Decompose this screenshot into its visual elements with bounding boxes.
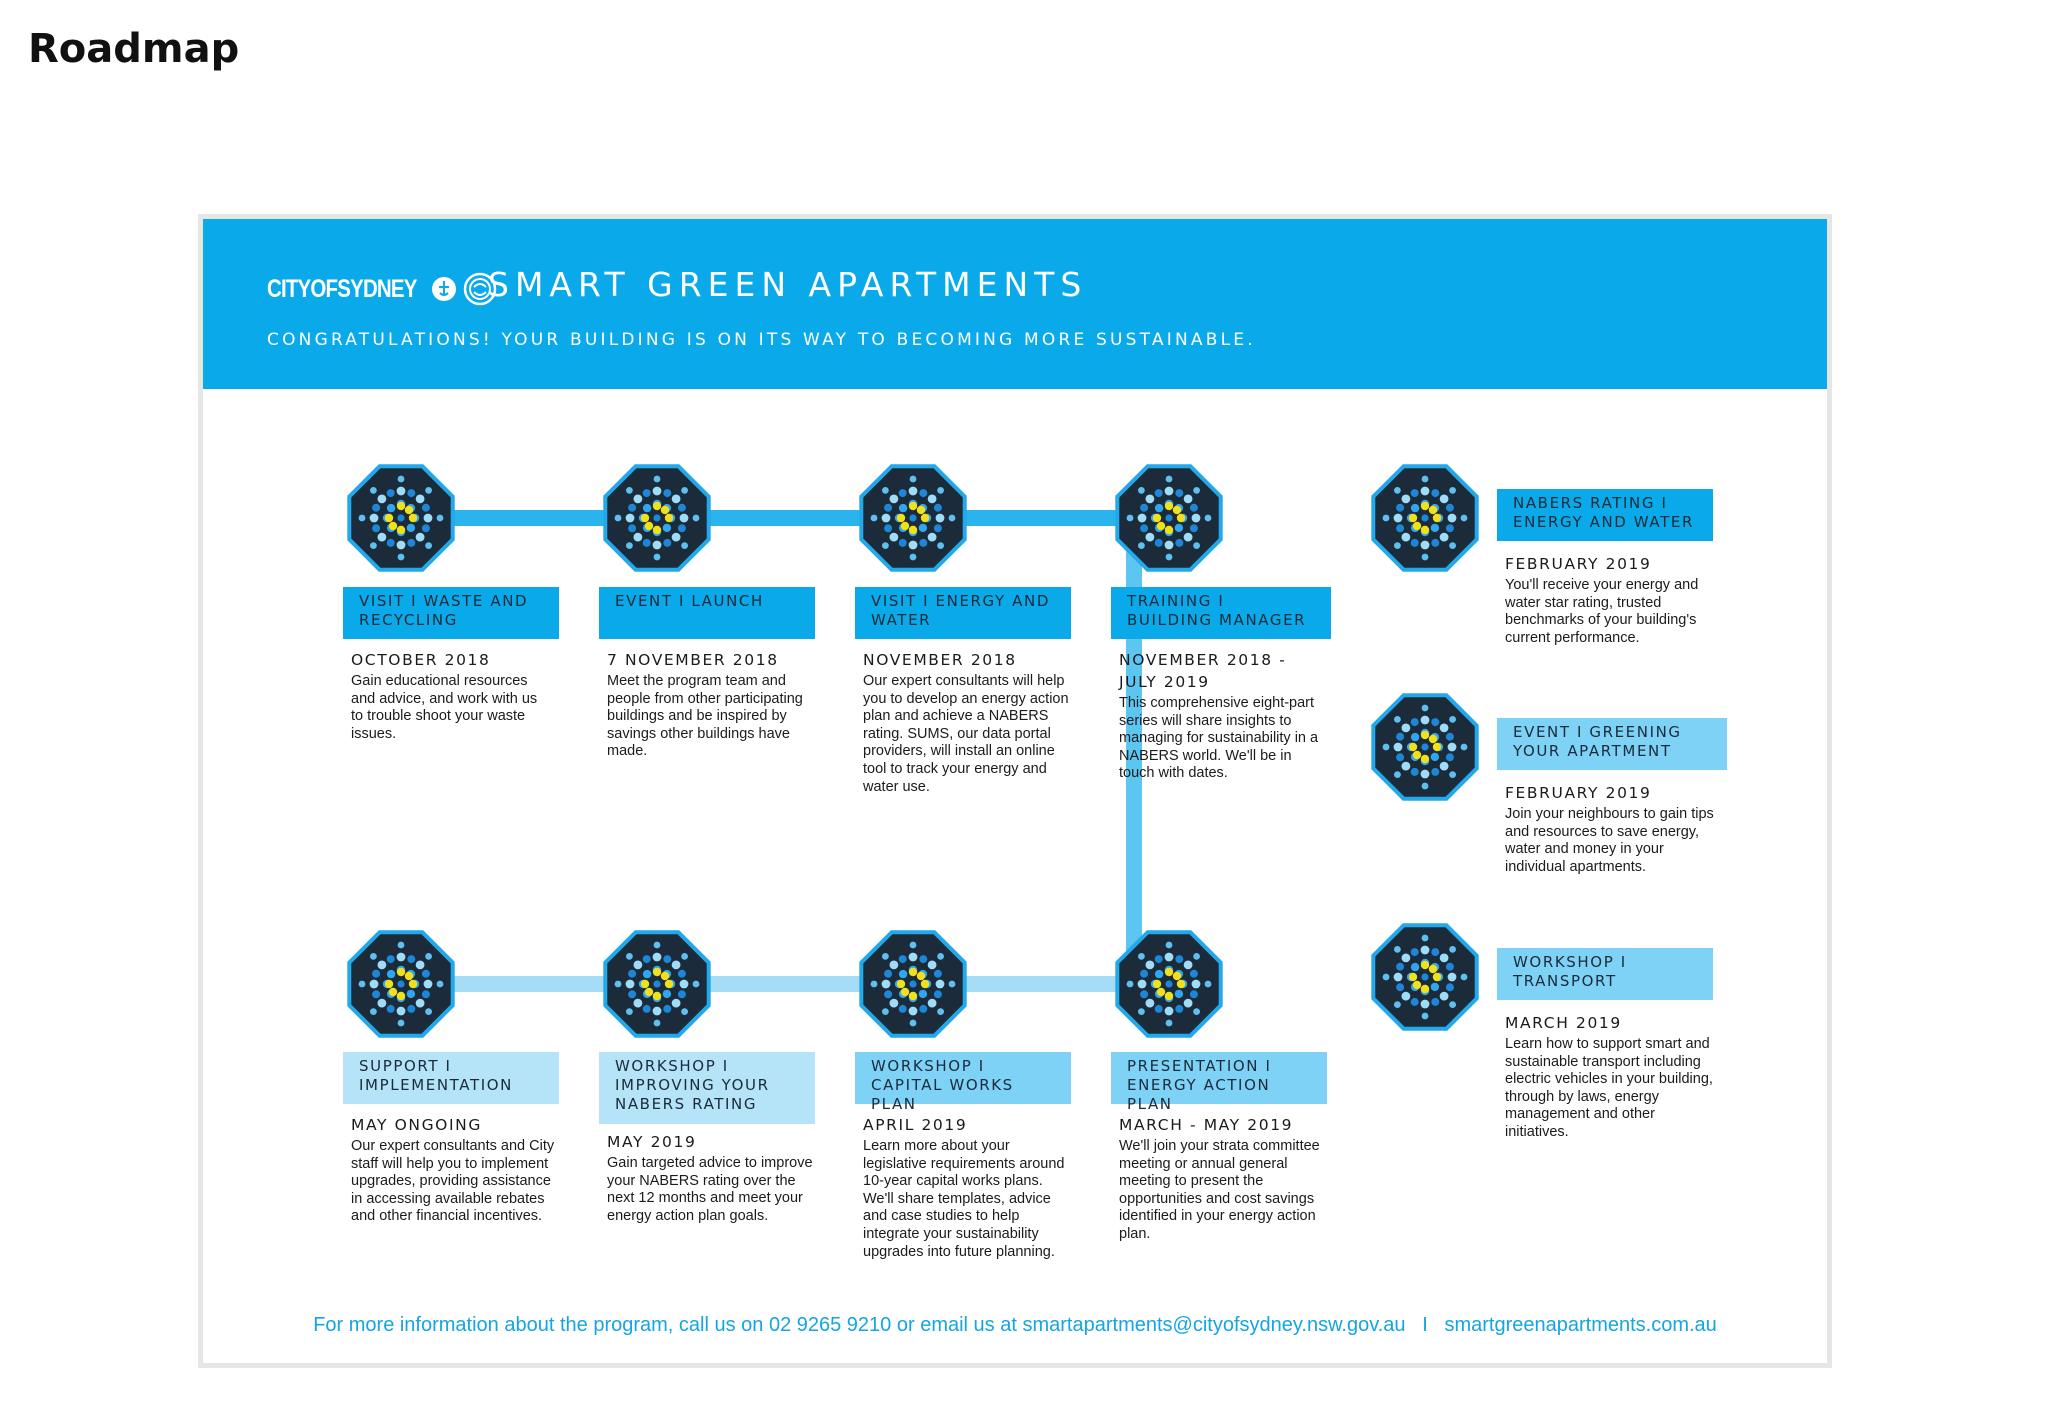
roadmap-infographic	[198, 214, 1832, 1368]
milestone-icon	[597, 458, 717, 578]
milestone-icon	[1109, 458, 1229, 578]
milestone-tag: WORKSHOP I IMPROVING YOUR NABERS RATING	[599, 1052, 815, 1124]
milestone-description: Learn more about your legislative requirements around 10-year capital works plans. We'll share templates, advice and case studies to help integrate your sustainability upgrades into future planning.	[863, 1138, 1065, 1260]
milestone-date: MAY ONGOING	[351, 1116, 482, 1134]
milestone-description: Meet the program team and people from other participating buildings and be inspired by savings other buildings have made.	[607, 673, 803, 760]
page-title: Roadmap	[28, 26, 240, 72]
contact-footer	[203, 1314, 1827, 1337]
top-row-connector	[353, 510, 1133, 526]
milestone-tag: PRESENTATION I ENERGY ACTION PLAN	[1111, 1052, 1327, 1104]
milestone-description: Gain educational resources and advice, and work with us to trouble shoot your waste issues.	[351, 673, 538, 742]
milestone-description: We'll join your strata committee meeting or annual general meeting to present the opportunities and cost savings identified in your energy action plan.	[1119, 1138, 1320, 1242]
milestone-tag: NABERS RATING I ENERGY AND WATER	[1497, 489, 1713, 541]
milestone-description: This comprehensive eight-part series will share insights to managing for sustainability in a NABERS world. We'll be in touch with dates.	[1119, 695, 1319, 782]
bottom-row-connector	[353, 976, 1133, 992]
footer-text: For more information about the program, call us on 02 9265 9210 or email us at	[313, 1314, 1017, 1336]
milestone-icon	[1365, 687, 1485, 807]
milestone-tag: SUPPORT I IMPLEMENTATION	[343, 1052, 559, 1104]
milestone-icon	[341, 458, 461, 578]
logo-wordmark: CITYOFSYDNEY	[267, 274, 417, 303]
milestone-date: FEBRUARY 2019	[1505, 555, 1652, 573]
milestone-tag: VISIT I WASTE AND RECYCLING	[343, 587, 559, 639]
milestone-date: NOVEMBER 2018 - JULY 2019	[1119, 651, 1287, 691]
milestone-icon	[853, 458, 973, 578]
milestone-description: Join your neighbours to gain tips and resources to save energy, water and money in your individual apartments.	[1505, 806, 1714, 875]
milestone-tag: WORKSHOP I CAPITAL WORKS PLAN	[855, 1052, 1071, 1104]
milestone-description: You'll receive your energy and water star rating, trusted benchmarks of your building's current performance.	[1505, 577, 1699, 646]
milestone-date: MAY 2019	[607, 1133, 697, 1151]
milestone-date: APRIL 2019	[863, 1116, 968, 1134]
milestone-tag: WORKSHOP I TRANSPORT	[1497, 948, 1713, 1000]
milestone-tag: EVENT I LAUNCH	[599, 587, 815, 639]
milestone-date: MARCH - MAY 2019	[1119, 1116, 1294, 1134]
milestone-icon	[1365, 917, 1485, 1037]
milestone-date: OCTOBER 2018	[351, 651, 491, 669]
milestone-description: Learn how to support smart and sustainable transport including electric vehicles in your building, through by laws, energy management and other initiatives.	[1505, 1036, 1713, 1140]
milestone-description: Our expert consultants will help you to develop an energy action plan and achieve a NABERS rating. SUMS, our data portal providers, will install an online tool to track your energy and water use.	[863, 673, 1069, 795]
milestone-tag: TRAINING I BUILDING MANAGER	[1111, 587, 1331, 639]
milestone-tag: VISIT I ENERGY AND WATER	[855, 587, 1071, 639]
footer-website-link[interactable]: smartgreenapartments.com.au	[1444, 1314, 1717, 1336]
milestone-date: 7 NOVEMBER 2018	[607, 651, 779, 669]
program-title: SMART GREEN APARTMENTS	[488, 265, 1088, 304]
milestone-icon	[1109, 924, 1229, 1044]
milestone-tag: EVENT I GREENING YOUR APARTMENT	[1497, 718, 1727, 770]
footer-email-link[interactable]: smartapartments@cityofsydney.nsw.gov.au	[1022, 1314, 1406, 1336]
milestone-date: NOVEMBER 2018	[863, 651, 1017, 669]
milestone-icon	[1365, 458, 1485, 578]
milestone-description: Our expert consultants and City staff will help you to implement upgrades, providing assistance in accessing available rebates and other financial incentives.	[351, 1138, 555, 1225]
milestone-icon	[597, 924, 717, 1044]
milestone-date: MARCH 2019	[1505, 1014, 1622, 1032]
program-subtitle: CONGRATULATIONS! YOUR BUILDING IS ON ITS WAY TO BECOMING MORE SUSTAINABLE.	[267, 330, 1256, 350]
milestone-icon	[341, 924, 461, 1044]
milestone-description: Gain targeted advice to improve your NABERS rating over the next 12 months and meet your energy action plan goals.	[607, 1155, 813, 1224]
milestone-icon	[853, 924, 973, 1044]
footer-separator: I	[1422, 1314, 1428, 1336]
milestone-date: FEBRUARY 2019	[1505, 784, 1652, 802]
